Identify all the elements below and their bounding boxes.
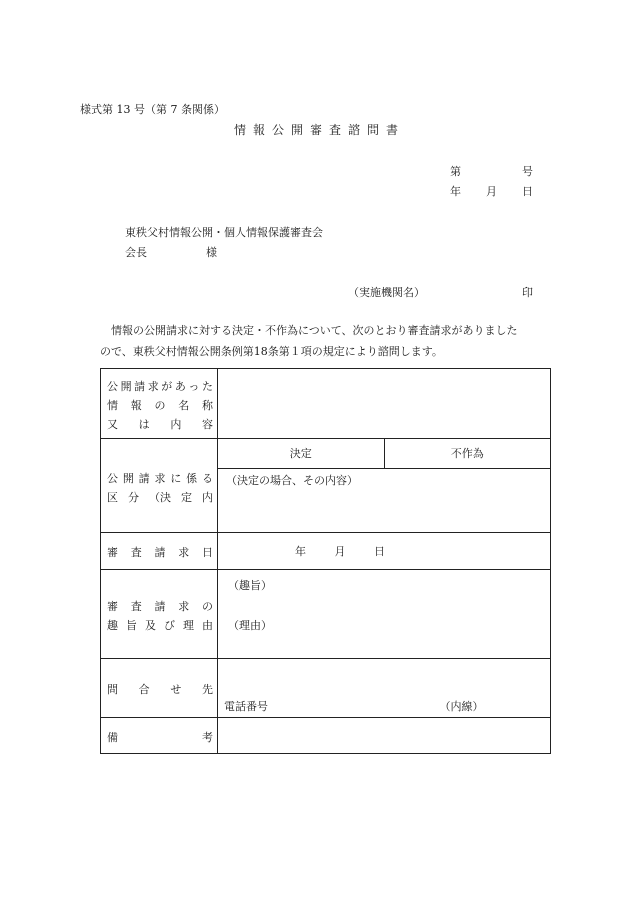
doc-no-dai: 第 <box>450 165 461 178</box>
remarks-label: 備 考 <box>101 717 218 753</box>
category-label: 公 開 請 求 に 係 る 区 分 （決 定 内 <box>101 439 218 533</box>
addressee-sama: 様 <box>206 246 217 259</box>
addressee-org: 東秩父村情報公開・個人情報保護審査会 <box>125 226 323 239</box>
seal-mark: 印 <box>522 286 533 299</box>
contact-field[interactable] <box>218 658 551 717</box>
purpose-label: 審 査 請 求 の 趣 旨 及 び 理 由 <box>101 569 218 658</box>
phone-number-label: 電話番号 <box>224 699 268 713</box>
request-date-year: 年 <box>295 544 306 558</box>
document-title: 情報公開審査諮問書 <box>234 123 406 137</box>
purpose-field[interactable] <box>218 569 551 658</box>
date-month: 月 <box>486 185 497 198</box>
request-date-day: 日 <box>374 544 385 558</box>
sender-label: （実施機関名） <box>348 286 425 299</box>
inquiry-form-table <box>100 368 551 754</box>
reason-heading: （理由） <box>228 618 272 632</box>
request-date-field[interactable] <box>218 533 551 569</box>
decision-column[interactable]: 決定 <box>218 439 385 468</box>
date-day: 日 <box>522 185 533 198</box>
form-number: 様式第 13 号（第 7 条関係） <box>80 103 225 116</box>
request-date-label: 審 査 請 求 日 <box>101 533 218 569</box>
doc-no-go: 号 <box>522 165 533 178</box>
addressee-chair: 会長 <box>125 246 147 259</box>
nonaction-column[interactable]: 不作為 <box>450 447 484 461</box>
intro-line-2: ので、東秩父村情報公開条例第18条第１項の規定により諮問します。 <box>100 345 443 358</box>
decision-content-note: （決定の場合、その内容） <box>226 474 358 488</box>
contact-label: 問 合 せ 先 <box>101 658 218 717</box>
remarks-field[interactable] <box>218 717 551 753</box>
purpose-heading: （趣旨） <box>228 578 272 592</box>
info-name-label: 公 開 請 求 が あ っ た 情 報 の 名 称 又 は 内 容 <box>101 369 218 439</box>
date-year: 年 <box>450 185 461 198</box>
category-field[interactable] <box>218 439 551 533</box>
intro-paragraph <box>100 320 560 362</box>
info-name-field[interactable] <box>218 369 551 439</box>
extension-label: （内線） <box>439 699 484 713</box>
intro-line-1: 情報の公開請求に対する決定・不作為について、次のとおり審査請求がありました <box>111 324 518 337</box>
request-date-month: 月 <box>334 544 346 558</box>
